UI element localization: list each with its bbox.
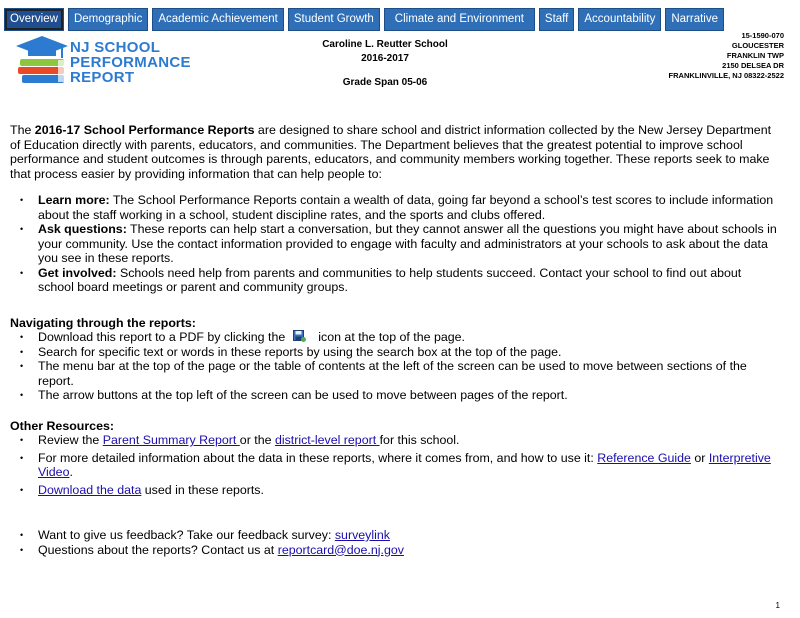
overview-content <box>10 123 780 557</box>
tab-accountability[interactable]: Accountability <box>578 8 661 31</box>
school-header <box>300 38 470 90</box>
resources-list <box>10 433 780 497</box>
save-pdf-icon[interactable] <box>293 330 306 342</box>
school-name: Caroline L. Reutter School <box>322 39 448 50</box>
list-item: • The menu bar at the top of the page or the table of contents at the left of the screen can be used to move between sections of the report. <box>38 359 780 388</box>
tab-climate-environment[interactable]: Climate and Environment <box>384 8 535 31</box>
tab-narrative[interactable]: Narrative <box>665 8 724 31</box>
purpose-list <box>10 193 780 295</box>
survey-link[interactable]: surveylink <box>334 528 390 542</box>
tab-demographic[interactable]: Demographic <box>68 8 148 31</box>
top-nav-bar <box>4 8 724 31</box>
district-report-link[interactable]: district-level report <box>274 433 380 447</box>
grade-span: Grade Span 05-06 <box>342 77 428 88</box>
navigating-list <box>10 330 780 403</box>
page-number: 1 <box>775 601 780 610</box>
list-item: • Get involved: Schools need help from parents and communities to help students succeed. Contact your school to find out about school board meetings or parent and community groups. <box>38 266 780 295</box>
interpretive-video-link[interactable]: Interpretive Video <box>38 450 771 479</box>
feedback-list <box>10 528 780 557</box>
list-item: • Search for specific text or words in these reports by using the search box at the top of the page. <box>38 345 780 360</box>
list-item: • Questions about the reports? Contact us at reportcard@doe.nj.gov <box>38 543 780 558</box>
list-item: • Ask questions: These reports can help start a conversation, but they cannot answer all the questions you might have about schools in your community. Use the contact information provided to engage with faculty and administrators at your schools to ask about the data you see in these reports. <box>38 222 780 266</box>
list-item: • Want to give us feedback? Take our feedback survey: surveylink <box>38 528 780 543</box>
logo-text: NJ SCHOOL PERFORMANCE REPORT <box>70 39 191 86</box>
tab-academic-achievement[interactable]: Academic Achievement <box>152 8 284 31</box>
school-address: 15-1590-070 GLOUCESTER FRANKLIN TWP 2150 DELSEA DR FRANKLINVILLE, NJ 08322-2522 <box>668 31 784 80</box>
list-item: • Review the Parent Summary Report or the district-level report for this school. <box>38 433 780 448</box>
download-data-link[interactable]: Download the data <box>38 482 142 497</box>
intro-paragraph: The 2016-17 School Performance Reports are designed to share school and district information collected by the New Jersey Department of Education directly with parents, educators, and communities. The Department believes that the greatest potential to improve school performance and student outcomes is through parents, educators, and community members working together. These reports seek to make that process easier by providing information that can help people to: <box>10 123 772 181</box>
resources-heading: Other Resources: <box>10 418 114 433</box>
list-item: • For more detailed information about the data in these reports, where it comes from, and how to use it: Reference Guide or Interpretive Video. <box>38 451 780 480</box>
list-item: • Learn more: The School Performance Reports contain a wealth of data, going far beyond a school’s test scores to include information about the staff working in a school, student discipline rates, and the sports and clubs offered. <box>38 193 780 222</box>
reference-guide-link[interactable]: Reference Guide <box>597 450 691 465</box>
tab-overview[interactable]: Overview <box>4 8 64 31</box>
tab-staff[interactable]: Staff <box>539 8 574 31</box>
list-item: • The arrow buttons at the top left of the screen can be used to move between pages of the report. <box>38 388 780 403</box>
contact-email-link[interactable]: reportcard@doe.nj.gov <box>277 542 404 557</box>
list-item: • Download this report to a PDF by clicking the icon at the top of the page. <box>38 330 780 345</box>
list-item: • Download the data used in these reports. <box>38 483 780 498</box>
tab-student-growth[interactable]: Student Growth <box>288 8 380 31</box>
navigating-heading: Navigating through the reports: <box>10 315 196 330</box>
parent-summary-link[interactable]: Parent Summary Report <box>102 433 240 447</box>
school-year: 2016-2017 <box>361 53 409 64</box>
